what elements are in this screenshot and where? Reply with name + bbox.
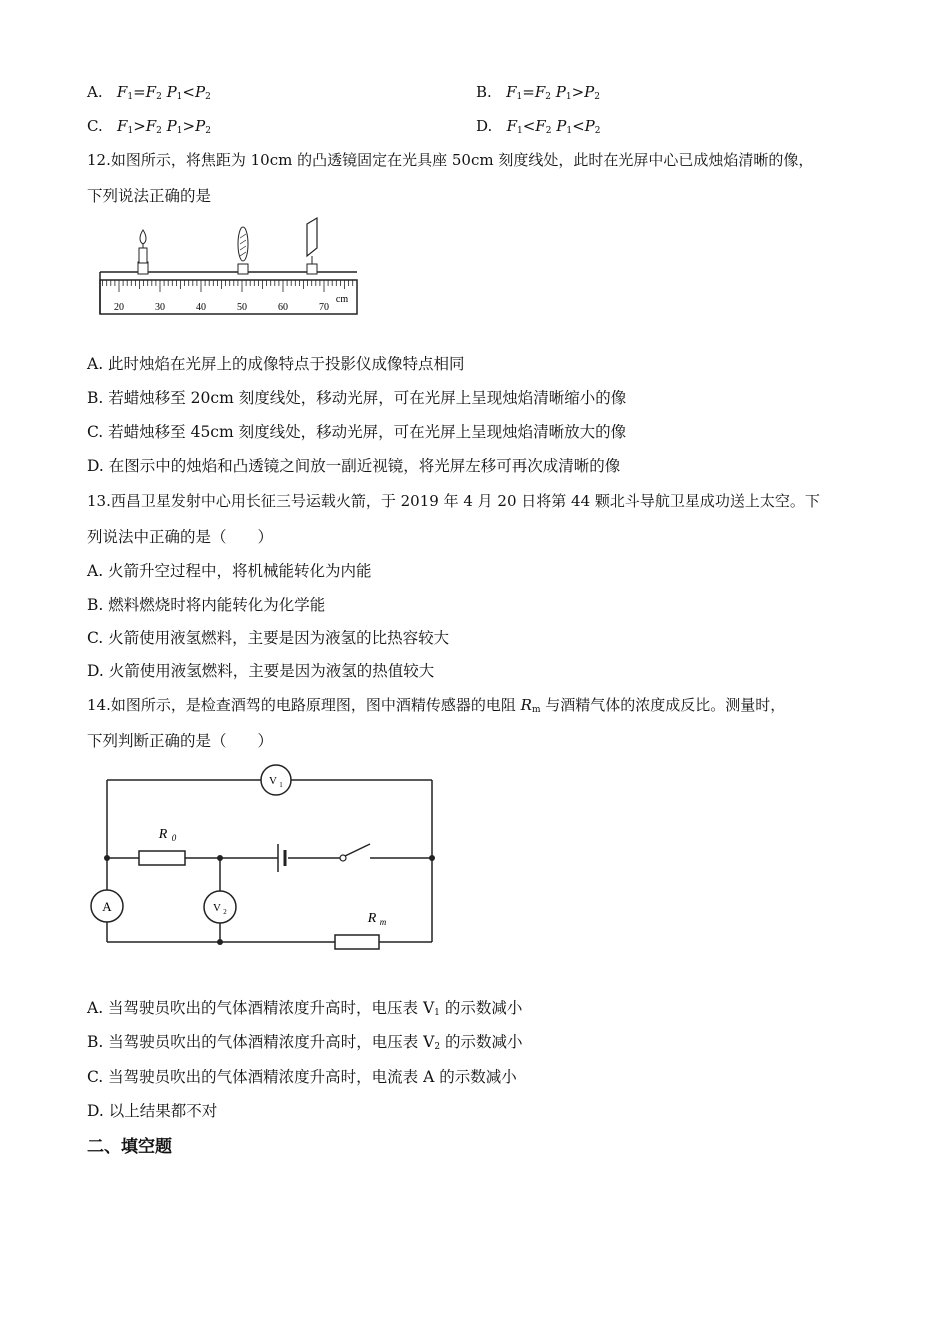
ruler-label-70: 70 <box>319 302 329 313</box>
ammeter-a <box>91 890 123 922</box>
q11-option-d: D. $F_1<F_2$ $P_1<P_2$ <box>476 117 601 136</box>
q14-option-b: B. 当驾驶员吹出的气体酒精浓度升高时，电压表 $V_2$ 的示数减小 <box>87 1033 523 1052</box>
resistor-rm <box>335 911 387 949</box>
q13-stem-line1: 13.西昌卫星发射中心用长征三号运载火箭，于 2019 年 4 月 20 日将第 44 颗北斗导航卫星成功送上太空。下 <box>87 492 820 510</box>
switch-icon <box>340 844 370 861</box>
ruler-tick-marks <box>103 280 353 292</box>
q14-option-a: A. 当驾驶员吹出的气体酒精浓度升高时，电压表 $V_1$ 的示数减小 <box>87 999 523 1018</box>
q14-option-d: D. 以上结果都不对 <box>87 1102 218 1120</box>
r0-label: R <box>158 827 168 842</box>
ruler-unit-cm: cm <box>335 294 349 305</box>
q11-option-c: C. $F_1>F_2$ $P_1>P_2$ <box>87 117 211 136</box>
q12-stem-line1: 12.如图所示，将焦距为 10cm 的凸透镜固定在光具座 50cm 刻度线处，此时在光屏中心已成烛焰清晰的像， <box>87 151 814 169</box>
ruler-label-30: 30 <box>155 302 165 313</box>
circuit-diagram <box>85 760 445 955</box>
optical-bench-figure <box>95 212 363 320</box>
ruler-label-50: 50 <box>237 302 247 313</box>
q13-option-b: B. 燃料燃烧时将内能转化为化学能 <box>87 596 326 614</box>
resistor-r0 <box>139 827 185 865</box>
v1-label: V <box>269 775 277 787</box>
q12-option-d: D. 在图示中的烛焰和凸透镜之间放一副近视镜，将光屏左移可再次成清晰的像 <box>87 457 621 475</box>
ruler-label-60: 60 <box>278 302 288 313</box>
q14-stem-line2: 下列判断正确的是（ ） <box>87 732 274 750</box>
q13-option-c: C. 火箭使用液氢燃料，主要是因为液氢的比热容较大 <box>87 629 450 647</box>
a-label: A <box>102 899 112 914</box>
q12-stem-line2: 下列说法正确的是 <box>87 187 212 205</box>
rm-sub: m <box>379 917 387 927</box>
q14-stem-line1: 14.如图所示，是检查酒驾的电路原理图，图中酒精传感器的电阻 $R_m$ 与酒精气体的浓度成反比。测量时， <box>87 696 786 715</box>
convex-lens-icon <box>238 227 248 274</box>
battery-icon <box>278 844 285 872</box>
q13-option-a: A. 火箭升空过程中，将机械能转化为内能 <box>87 562 372 580</box>
v2-label: V <box>213 902 221 914</box>
voltmeter-v2 <box>204 891 236 923</box>
q12-option-c: C. 若蜡烛移至 45cm 刻度线处，移动光屏，可在光屏上呈现烛焰清晰放大的像 <box>87 423 627 441</box>
q12-option-a: A. 此时烛焰在光屏上的成像特点于投影仪成像特点相同 <box>87 355 465 373</box>
r0-sub: 0 <box>171 833 177 843</box>
section-heading-fill-in: 二、填空题 <box>87 1137 172 1157</box>
v1-sub: 1 <box>279 781 283 789</box>
v2-sub: 2 <box>223 908 227 916</box>
q14-option-c: C. 当驾驶员吹出的气体酒精浓度升高时，电流表 A 的示数减小 <box>87 1068 517 1086</box>
ruler-label-40: 40 <box>196 302 206 313</box>
candle-icon <box>138 230 148 274</box>
light-screen-icon <box>307 218 317 274</box>
q11-option-a: A. $F_1=F_2$ $P_1<P_2$ <box>87 83 211 102</box>
q13-option-d: D. 火箭使用液氢燃料，主要是因为液氢的热值较大 <box>87 662 435 680</box>
rm-label: R <box>367 911 377 926</box>
q13-stem-line2: 列说法中正确的是（ ） <box>87 528 274 546</box>
ruler-label-20: 20 <box>114 302 124 313</box>
q12-option-b: B. 若蜡烛移至 20cm 刻度线处，移动光屏，可在光屏上呈现烛焰清晰缩小的像 <box>87 389 627 407</box>
voltmeter-v1 <box>261 765 291 795</box>
q11-option-b: B. $F_1=F_2$ $P_1>P_2$ <box>476 83 600 102</box>
